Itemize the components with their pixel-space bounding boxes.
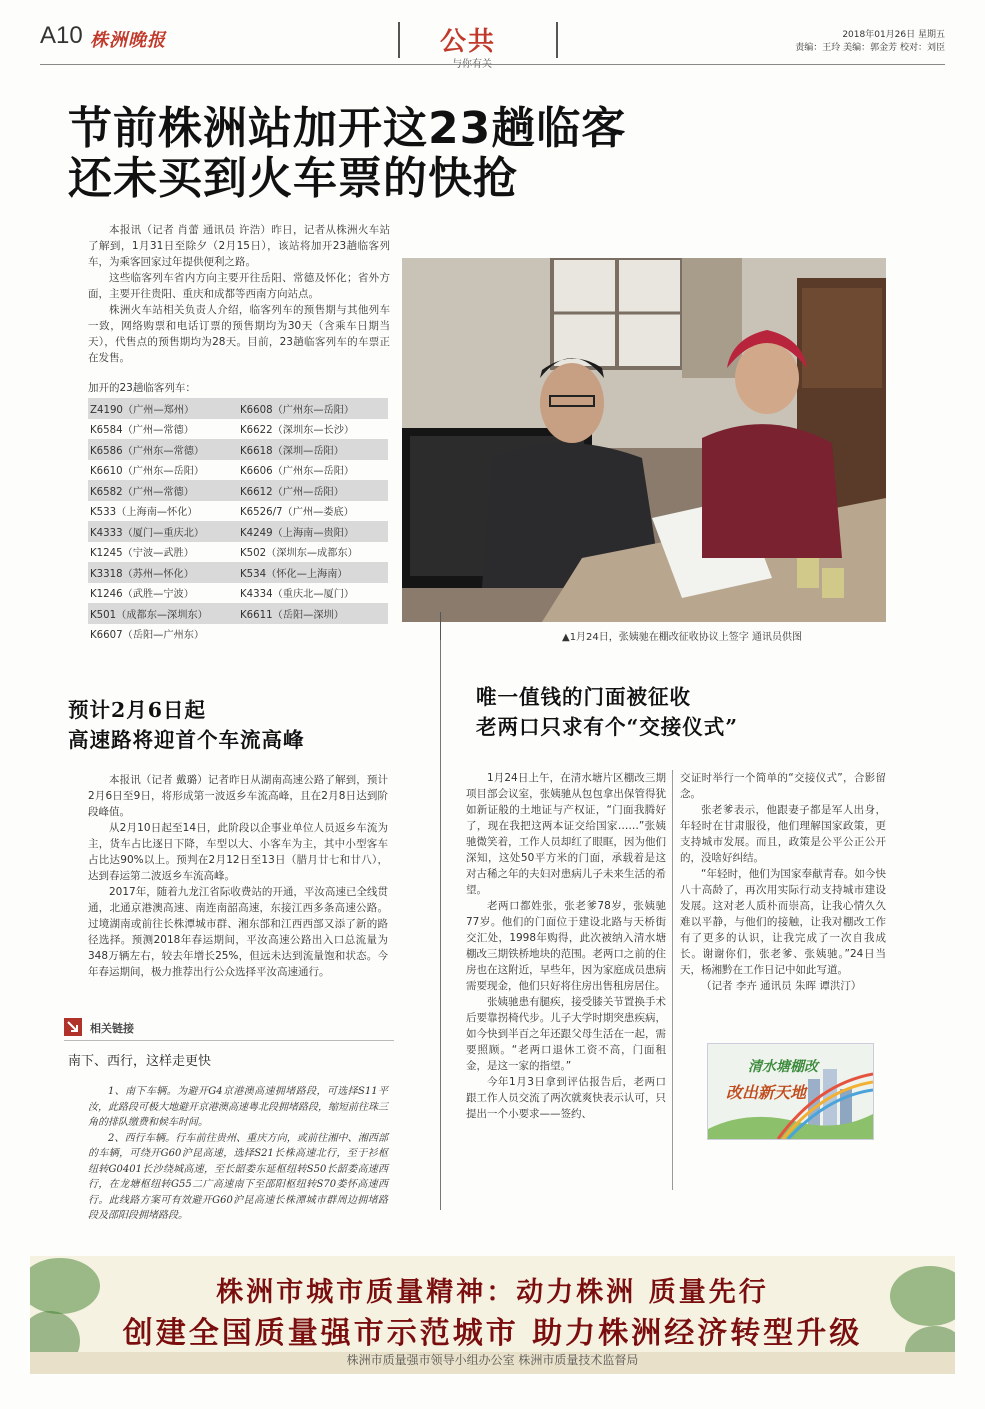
article3-paragraph: 老两口都姓张，张老爹78岁，张姨驰77岁。他们的门面位于建设北路与天桥街交汇处，1998年购得，此次被纳入清水塘棚改三期铁桥地块的范围。老两口之前的住房也在这附近，早些年，因为家庭成员患病需要现金，他们只好将住房出售租房居住。 — [466, 900, 666, 992]
table-row — [88, 419, 388, 440]
article3-paragraph: 张姨驰患有腿疾，接受膝关节置换手术后要靠拐椅代步。儿子大学时期突患疾病，如今快到半百之年还跟父母生活在一起，需要照顾。“老两口退休工资不高，门面租金，是这一家的指望。” — [466, 996, 666, 1072]
arrow-icon — [64, 1018, 82, 1036]
table-cell: K4334（重庆北—厦门） — [240, 589, 355, 601]
table-row — [88, 603, 388, 624]
table-cell: K6622（深圳东—长沙） — [240, 425, 355, 437]
section-title: 公共 — [440, 27, 497, 57]
related-paragraph: 2、西行车辆。行车前往贵州、重庆方向，或前往湘中、湘西部的车辆，可绕开G60沪昆高速，选择S21长株高速北行，至于衫枢纽转G0401长沙绕城高速，至长韶娄东延枢纽转S50长韶娄高速西行，在龙塘枢纽转G55二广高速南下至邵阳枢纽转S70娄怀高速西行。此线路方案可有效避开G60沪昆高速长株潭城市群周边拥堵路段及邵阳段拥堵路段。 — [88, 1132, 388, 1221]
table-row — [88, 583, 388, 604]
table-row — [88, 398, 388, 419]
table-cell: K4333（厦门—重庆北） — [88, 521, 238, 542]
page-number: A10 — [40, 22, 83, 49]
table-cell: K6607（岳阳—广州东） — [90, 630, 205, 642]
article1-paragraph: 株洲火车站相关负责人介绍，临客列车的预售期与其他列车一致，网络购票和电话订票的预售期均为30天（含乘车日期当天），代售点的预售期均为28天。目前，23趟临客列车的车票正在发售。 — [88, 304, 390, 364]
logo-text-line2: 改出新天地 — [726, 1083, 807, 1102]
article3-column2 — [680, 770, 886, 994]
article3-paragraph: “年轻时，他们为国家奉献青春。如今快八十高龄了，再次用实际行动支持城市建设发展。这对老人质朴而崇高，让我心情久久难以平静，与他们的接触，让我对棚改工作有了更多的认识，让我完成了一次自我成长。谢谢你们，张老爹、张姨驰。”24日当天，杨湘黔在工作日记中如此写道。 — [680, 868, 886, 976]
related-divider — [64, 1040, 394, 1041]
table-cell: K6526/7（广州—娄底） — [240, 507, 354, 519]
article2-title-line2: 高速路将迎首个车流高峰 — [68, 728, 305, 752]
table-cell: Z4190（广州—郑州） — [88, 398, 238, 419]
photo-caption: ▲1月24日，张姨驰在棚改征收协议上签字 通讯员供图 — [562, 632, 802, 643]
table-cell: K6584（广州—常德） — [90, 425, 194, 437]
article3-title: 唯一值钱的门面被征收 — [476, 685, 691, 709]
table-cell: K3318（苏州—怀化） — [88, 562, 238, 583]
header-divider — [398, 22, 400, 58]
table-cell — [238, 624, 388, 645]
article3-paragraph: 交证时举行一个简单的“交接仪式”，合影留念。 — [680, 772, 886, 800]
article3-column1 — [466, 770, 666, 1122]
table-cell: K501（成都东—深圳东） — [88, 603, 238, 624]
table-row — [88, 439, 388, 460]
news-photo — [402, 258, 886, 622]
table-cell: K534（怀化—上海南） — [238, 562, 388, 583]
section-subtitle — [452, 55, 492, 70]
article2-paragraph: 从2月10日起至14日，此阶段以企事业单位人员返乡车流为主，货车占比逐日下降，车型以大、小客车为主，其中小型客车占比达90%以上。预判在2月12日至13日（腊月廿七和廿八），达到春运第二波返乡车流高峰。 — [88, 822, 388, 882]
table-row — [88, 521, 388, 542]
table-cell: K6611（岳阳—深圳） — [238, 603, 388, 624]
date-line: 2018年01月26日 星期五 — [842, 30, 945, 40]
table-row — [88, 624, 388, 645]
article1-paragraph: 这些临客列车省内方向主要开往岳阳、常德及怀化；省外方面，主要开往贵阳、重庆和成都等西南方向站点。 — [88, 272, 390, 300]
logo-text: 清水塘棚改 — [748, 1059, 818, 1075]
table-row — [88, 480, 388, 501]
bottom-banner-ad — [30, 1256, 955, 1374]
table-cell: K6612（广州—岳阳） — [238, 480, 388, 501]
article3-paragraph: 1月24日上午，在清水塘片区棚改三期项目部会议室，张姨驰从包包拿出保管得犹如新证般的土地证与产权证，“门面我腾好了，现在我把这两本证交给国家……”张姨驰微笑着，工作人员却红了眼眶，因为他们深知，这处50平方米的门面，承载着是这对古稀之年的夫妇对患病儿子未来生活的希望。 — [466, 772, 666, 896]
article1-paragraph: 本报讯（记者 肖蕾 通讯员 许浩）昨日，记者从株洲火车站了解到，1月31日至除夕（2月15日），该站将加开23趟临客列车，为乘客回家过年提供便利之路。 — [88, 224, 390, 268]
trains-heading: 加开的23趟临客列车： — [88, 382, 196, 394]
banner-organizations: 株洲市质量强市领导小组办公室 株洲市质量技术监督局 — [346, 1353, 639, 1367]
article2-paragraph: 2017年，随着九龙江省际收费站的开通，平汝高速已全线贯通，北通京港澳高速、南连南韶高速，东接江西多条高速公路。过境湖南或前往长株潭城市群、湘东部和江西西部又添了新的路径选择。预测2018年春运期间，平汝高速公路出入口总流量为348万辆左右，较去年增长25%，但远未达到流量饱和状态。今年春运期间，极力推荐出行公众选择平汝高速通行。 — [88, 886, 388, 978]
header-rule — [40, 64, 945, 65]
header-divider — [556, 22, 558, 58]
main-headline-line2: 还未买到火车票的快抢 — [68, 153, 518, 204]
photo-divider — [440, 612, 441, 642]
related-links-label: 相关链接 — [90, 1022, 134, 1035]
masthead-logo: 株洲晚报 — [90, 30, 166, 51]
photo-illustration — [402, 258, 886, 622]
banner-slogan-line2: 创建全国质量强市示范城市 助力株洲经济转型升级 — [122, 1316, 863, 1351]
related-body — [88, 1084, 388, 1224]
article2-paragraph: 本报讯（记者 戴璐）记者昨日从湖南高速公路了解到，预计2月6日至9日，将形成第一波返乡车流高峰，且在2月8日达到阶段峰值。 — [88, 774, 388, 818]
article3-paragraph: 今年1月3日拿到评估报告后，老两口跟工作人员交流了两次就爽快表示认可，只提出一个小要求——签约、 — [466, 1076, 666, 1120]
table-cell: K6608（广州东—岳阳） — [238, 398, 388, 419]
table-row — [88, 562, 388, 583]
article3-paragraph: 张老爹表示，他跟妻子都是军人出身，年轻时在甘肃服役，他们理解国家政策，更支持城市发展。而且，政策是公平公正公开的，没啥好纠结。 — [680, 804, 886, 864]
related-paragraph: 1、南下车辆。为避开G4京港澳高速拥堵路段，可选择S11平汝，此路段可极大地避开京港澳高速粤北段拥堵路段，缩短前往珠三角的排队缴费和候车时间。 — [88, 1086, 388, 1128]
table-cell: K533（上海南—怀化） — [90, 507, 198, 519]
table-cell: K502（深圳东—成都东） — [240, 548, 358, 560]
related-title: 南下、西行，这样走更快 — [68, 1054, 212, 1069]
article1-body — [88, 222, 390, 366]
banner-slogan: 株洲市城市质量精神：动力株洲 质量先行 — [216, 1277, 769, 1308]
table-cell: K4249（上海南—贵阳） — [238, 521, 388, 542]
article3-signature: （记者 李卉 通讯员 朱晖 谭洪汀） — [701, 980, 862, 992]
table-row — [88, 501, 388, 522]
table-row — [88, 542, 388, 563]
editors-line: 责编：王玲 美编：郭金芳 校对：刘臣 — [795, 43, 945, 53]
table-cell: K6610（广州东—岳阳） — [90, 466, 205, 478]
table-cell: K6606（广州东—岳阳） — [240, 466, 355, 478]
column-divider — [672, 770, 673, 1190]
article2-title: 预计2月6日起 — [68, 698, 207, 722]
table-cell: K6618（深圳—岳阳） — [238, 439, 388, 460]
table-row — [88, 460, 388, 481]
campaign-logo — [707, 1043, 874, 1140]
table-cell: K1246（武胜—宁波） — [90, 589, 194, 601]
trains-table — [88, 398, 388, 644]
article2-body — [88, 772, 388, 980]
column-divider — [440, 640, 441, 1210]
article3-title-line2: 老两口只求有个“交接仪式” — [476, 715, 739, 739]
table-cell: K6582（广州—常德） — [88, 480, 238, 501]
table-cell: K6586（广州东—常德） — [88, 439, 238, 460]
main-headline: 节前株洲站加开这23趟临客 — [68, 103, 627, 154]
table-cell: K1245（宁波—武胜） — [90, 548, 194, 560]
